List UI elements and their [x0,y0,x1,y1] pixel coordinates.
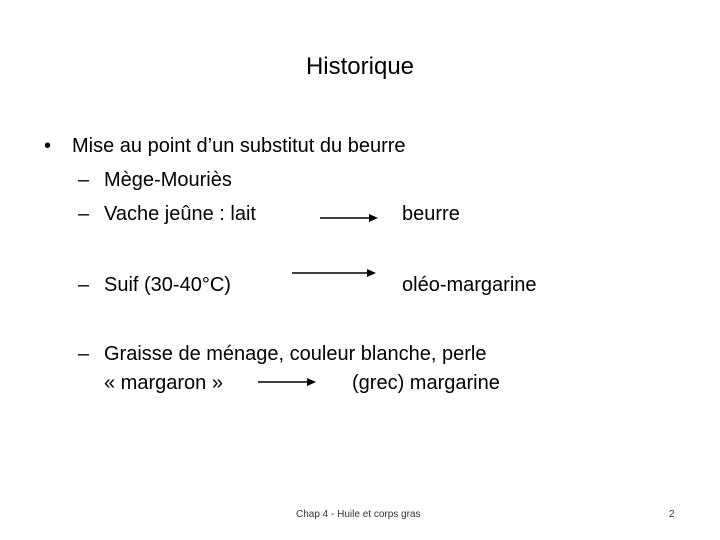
bullet-text: Mise au point d’un substitut du beurre [72,135,406,157]
subitem-text: Mège-Mouriès [104,169,232,191]
subitem-dash: – [78,169,90,191]
arrow-right-icon [320,212,378,224]
slide-title: Historique [305,53,415,80]
subitem-result: oléo-margarine [402,274,537,296]
footer-text: Chap 4 - Huile et corps gras [296,509,421,520]
subitem-text: Suif (30-40°C) [104,274,231,296]
page-number: 2 [669,509,675,520]
subitem-dash: – [78,343,90,365]
subitem-text: Vache jeûne : lait [104,203,256,225]
subitem-result: beurre [402,203,460,225]
arrow-right-icon [258,376,316,388]
arrow-right-icon [292,267,376,279]
subitem-text: Graisse de ménage, couleur blanche, perle [104,343,487,365]
subitem-dash: – [78,274,90,296]
bullet-marker: • [44,135,52,157]
continuation-right: (grec) margarine [352,372,500,394]
continuation-left: « margaron » [104,372,223,394]
subitem-dash: – [78,203,90,225]
